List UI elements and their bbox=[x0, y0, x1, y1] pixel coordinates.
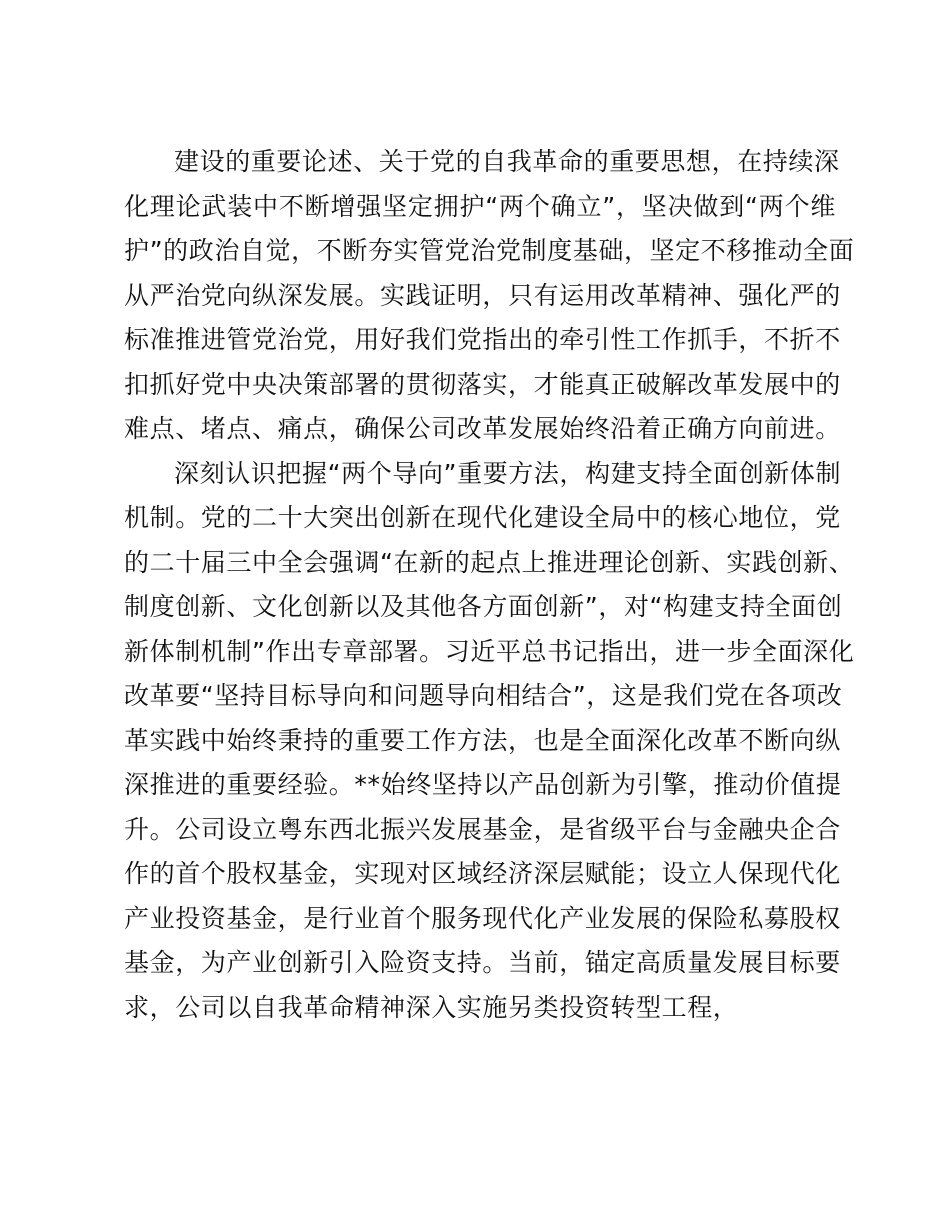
paragraph-2-line-13: 求，公司以自我革命精神深入实施另类投资转型工程， bbox=[124, 992, 739, 1022]
paragraph-2-line-10: 作的首个股权基金，实现对区域经济深层赋能；设立人保现代化 bbox=[124, 859, 841, 888]
paragraph-2-line-1: 深刻认识把握“两个导向”重要方法，构建支持全面创新体制 bbox=[174, 458, 842, 488]
body-text bbox=[124, 140, 855, 1030]
paragraph-2-line-12: 基金，为产业创新引入险资支持。当前，锚定高质量发展目标要 bbox=[124, 948, 841, 977]
paragraph-1-line-3: 护”的政治自觉，不断夯实管党治党制度基础，坚定不移推动全面 bbox=[124, 236, 855, 265]
paragraph-2-line-11: 产业投资基金，是行业首个服务现代化产业发展的保险私募股权 bbox=[124, 903, 841, 933]
paragraph-2-line-4: 制度创新、文化创新以及其他各方面创新”，对“构建支持全面创 bbox=[124, 592, 843, 621]
paragraph-1-line-4: 从严治党向纵深发展。实践证明，只有运用改革精神、强化严的 bbox=[124, 280, 841, 310]
paragraph-1-line-7: 难点、堵点、痛点，确保公司改革发展始终沿着正确方向前进。 bbox=[124, 414, 841, 443]
paragraph-2-line-3: 的二十届三中全会强调“在新的起点上推进理论创新、实践创新、 bbox=[124, 547, 855, 577]
paragraph-2-line-2: 机制。党的二十大突出创新在现代化建设全局中的核心地位，党 bbox=[124, 503, 841, 532]
paragraph-2-line-9: 升。公司设立粤东西北振兴发展基金，是省级平台与金融央企合 bbox=[124, 814, 841, 844]
paragraph-2-line-7: 革实践中始终秉持的重要工作方法，也是全面深化改革不断向纵 bbox=[124, 725, 841, 755]
paragraph-1-line-6: 扣抓好党中央决策部署的贯彻落实，才能真正破解改革发展中的 bbox=[124, 369, 841, 399]
paragraph-2-line-6: 改革要“坚持目标导向和问题导向相结合”，这是我们党在各项改 bbox=[124, 681, 843, 710]
paragraph-2-line-5: 新体制机制”作出专章部署。习近平总书记指出，进一步全面深化 bbox=[124, 636, 855, 666]
paragraph-2-line-8: 深推进的重要经验。**始终坚持以产品创新为引擎，推动价值提 bbox=[124, 770, 842, 799]
paragraph-1-line-5: 标准推进管党治党，用好我们党指出的牵引性工作抓手，不折不 bbox=[124, 325, 841, 354]
paragraph-1-line-2: 化理论武装中不断增强坚定拥护“两个确立”，坚决做到“两个维 bbox=[124, 191, 836, 221]
paragraph-1-line-1: 建设的重要论述、关于党的自我革命的重要思想，在持续深 bbox=[174, 147, 840, 176]
